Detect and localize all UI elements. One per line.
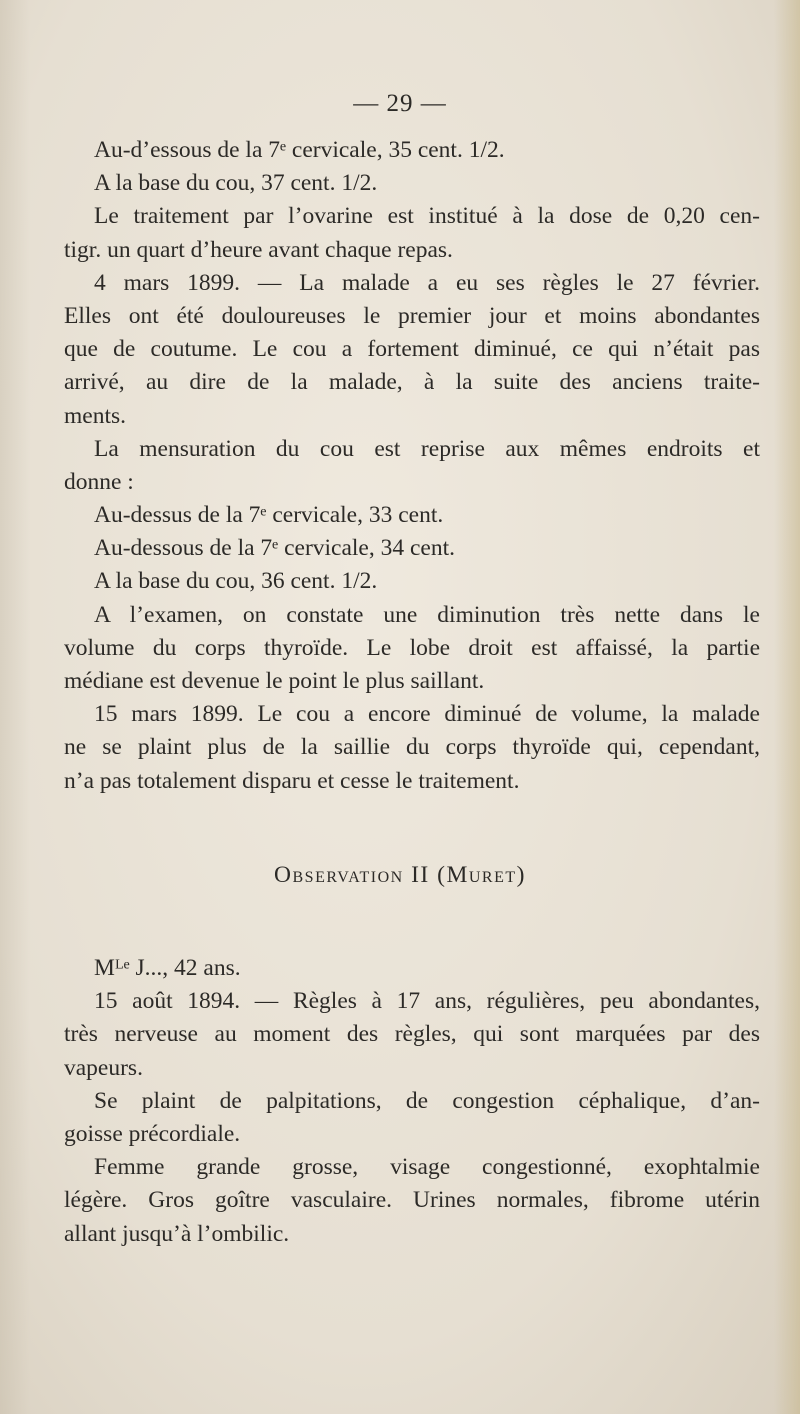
text-line: La mensuration du cou est reprise aux mêmes endroits et	[94, 435, 760, 462]
text-line: Au-d’essous de la 7ᵉ cervicale, 35 cent. 1/2.	[94, 137, 505, 163]
page-shadow-left	[0, 0, 30, 1414]
text-line: A l’examen, on constate une diminution très nette dans le	[94, 601, 760, 628]
text-line: vapeurs.	[64, 1054, 143, 1081]
text-line: Se plaint de palpitations, de congestion céphalique, d’an-	[94, 1087, 760, 1114]
text-line: tigr. un quart d’heure avant chaque repas.	[64, 236, 453, 263]
text-line: 15 août 1894. — Règles à 17 ans, régulières, peu abondantes,	[94, 988, 760, 1015]
text-line: donne :	[64, 468, 134, 495]
text-line: Mᴸᵉ J..., 42 ans.	[94, 955, 241, 981]
body-text-section-2	[64, 952, 760, 1251]
text-line: que de coutume. Le cou a fortement diminué, ce qui n’était pas	[64, 336, 760, 363]
text-line: A la base du cou, 36 cent. 1/2.	[94, 568, 378, 595]
text-line: très nerveuse au moment des règles, qui sont marquées par des	[64, 1021, 760, 1048]
text-line: ne se plaint plus de la saillie du corps thyroïde qui, cependant,	[64, 734, 760, 761]
body-text-section-1	[64, 134, 760, 798]
page-number: — 29 —	[353, 90, 447, 117]
observation-heading: Observation II (Muret)	[274, 862, 526, 888]
text-line: médiane est devenue le point le plus saillant.	[64, 668, 485, 694]
text-line: Elles ont été douloureuses le premier jour et moins abondantes	[64, 302, 760, 329]
text-line: A la base du cou, 37 cent. 1/2.	[94, 170, 378, 197]
text-line: 4 mars 1899. — La malade a eu ses règles le 27 février.	[94, 269, 760, 296]
text-line: n’a pas totalement disparu et cesse le traitement.	[64, 767, 520, 794]
text-line: 15 mars 1899. Le cou a encore diminué de volume, la malade	[94, 701, 760, 728]
text-line: ments.	[64, 402, 127, 429]
text-line: volume du corps thyroïde. Le lobe droit est affaissé, la partie	[64, 634, 760, 661]
text-line: arrivé, au dire de la malade, à la suite des anciens traite-	[64, 369, 760, 396]
text-line: goisse précordiale.	[64, 1120, 241, 1147]
text-line: Le traitement par l’ovarine est institué à la dose de 0,20 cen-	[94, 203, 760, 230]
text-line: Au-dessus de la 7ᵉ cervicale, 33 cent.	[94, 502, 444, 529]
text-line: allant jusqu’à l’ombilic.	[64, 1220, 290, 1247]
text-line: Femme grande grosse, visage congestionné, exophtalmie	[94, 1154, 760, 1181]
text-line: légère. Gros goître vasculaire. Urines normales, fibrome utérin	[64, 1187, 760, 1214]
page-discoloration-right	[774, 0, 800, 1414]
text-line: Au-dessous de la 7ᵉ cervicale, 34 cent.	[94, 535, 456, 562]
